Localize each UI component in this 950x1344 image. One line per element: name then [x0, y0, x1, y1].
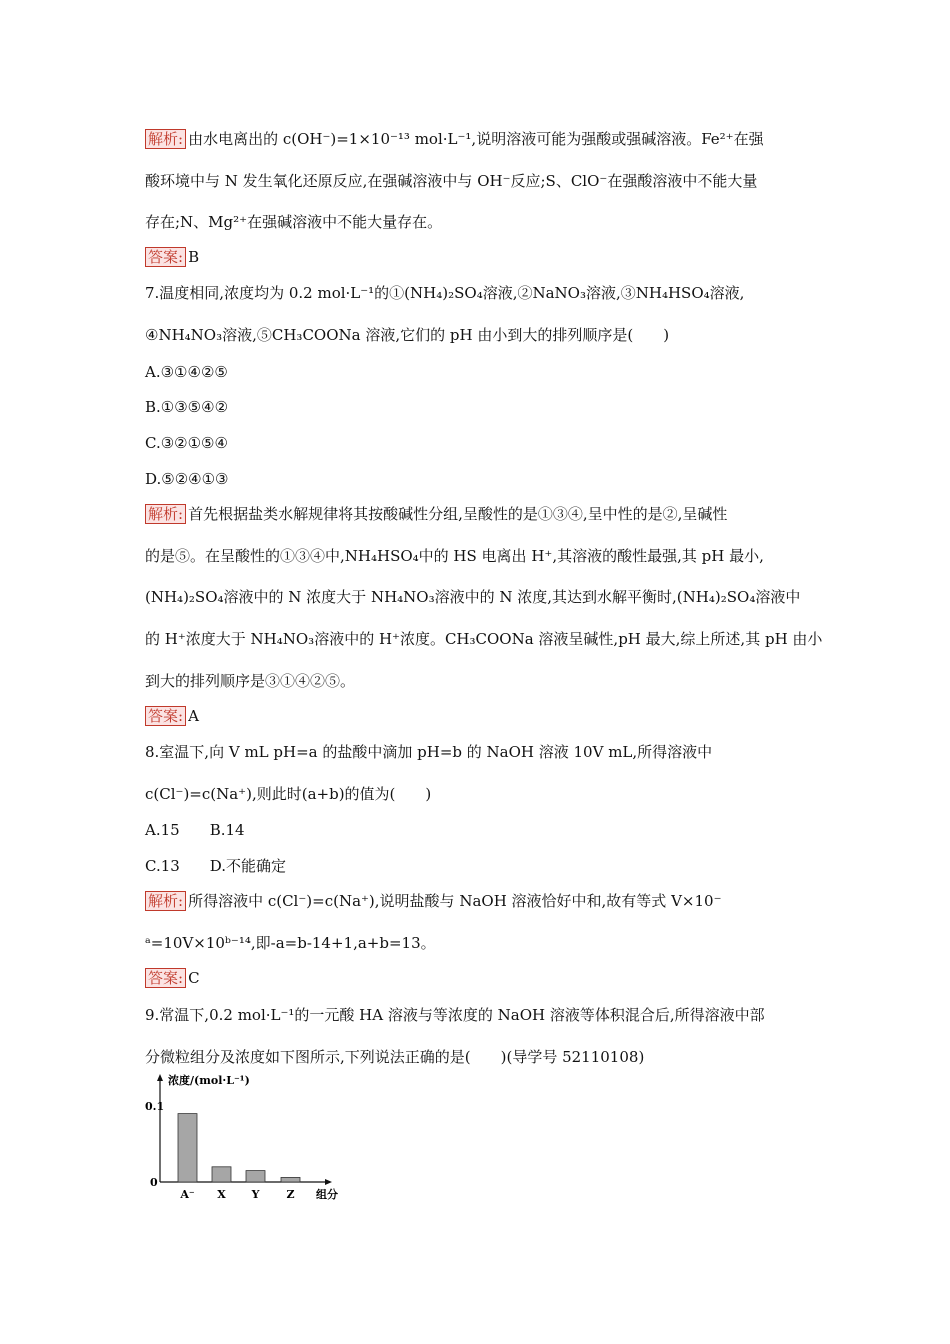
text-line: [145, 247, 199, 267]
concentration-bar-chart: [140, 1072, 350, 1207]
y-axis-label: 浓度/(mol·L⁻¹): [168, 1074, 250, 1087]
label-tag: 解析:: [145, 129, 186, 149]
line-text: 8.室温下,向 V mL pH=a 的盐酸中滴加 pH=b 的 NaOH 溶液 10V mL,所得溶液中: [145, 743, 713, 761]
x-axis-label: 组分: [316, 1188, 338, 1201]
y-tick-zero: 0: [150, 1176, 158, 1189]
line-text: B.①③⑤④②: [145, 398, 229, 416]
text-line: [145, 433, 228, 453]
line-text: 的 H⁺浓度大于 NH₄NO₃溶液中的 H⁺浓度。CH₃COONa 溶液呈碱性,pH 最大,综上所述,其 pH 由小: [145, 630, 823, 648]
text-line: [145, 587, 800, 607]
label-tag: 解析:: [145, 891, 186, 911]
text-line: [145, 706, 199, 726]
line-text: (NH₄)₂SO₄溶液中的 N 浓度大于 NH₄NO₃溶液中的 N 浓度,其达到水解平衡时,(NH₄)₂SO₄溶液中: [145, 588, 801, 606]
text-line: [145, 1005, 765, 1025]
line-text: 酸环境中与 N 发生氧化还原反应,在强碱溶液中与 OH⁻反应;S、ClO⁻在强酸溶液中不能大量: [145, 172, 758, 190]
text-line: [145, 784, 431, 804]
line-text: 由水电离出的 c(OH⁻)=1×10⁻¹³ mol·L⁻¹,说明溶液可能为强酸或强碱溶液。Fe²⁺在强: [188, 130, 764, 148]
line-text: 到大的排列顺序是③①④②⑤。: [145, 672, 356, 690]
text-line: [145, 820, 245, 840]
text-line: [145, 283, 744, 303]
text-line: [145, 968, 200, 988]
label-tag: 答案:: [145, 706, 186, 726]
line-text: 存在;N、Mg²⁺在强碱溶液中不能大量存在。: [145, 213, 443, 231]
x-axis-arrow: [325, 1179, 332, 1185]
line-text: A.③①④②⑤: [145, 363, 228, 381]
line-text: c(Cl⁻)=c(Na⁺),则此时(a+b)的值为( ): [145, 785, 432, 803]
line-text: C.③②①⑤④: [145, 434, 228, 452]
category-label: A⁻: [180, 1188, 195, 1201]
line-text: ᵃ=10V×10ᵇ⁻¹⁴,即-a=b-14+1,a+b=13。: [145, 934, 436, 952]
text-line: [145, 933, 436, 953]
bar: [212, 1167, 231, 1182]
text-line: [145, 171, 757, 191]
y-axis-arrow: [157, 1074, 163, 1081]
line-text: D.⑤②④①③: [145, 470, 229, 488]
line-text: 所得溶液中 c(Cl⁻)=c(Na⁺),说明盐酸与 NaOH 溶液恰好中和,故有等式 V×10⁻: [188, 892, 722, 910]
label-tag: 解析:: [145, 504, 186, 524]
text-line: [145, 212, 442, 232]
y-tick-top: 0.1: [145, 1100, 165, 1113]
text-line: [145, 1047, 644, 1067]
label-tag: 答案:: [145, 968, 186, 988]
text-line: [145, 504, 727, 524]
text-line: [145, 742, 712, 762]
line-text: 分微粒组分及浓度如下图所示,下列说法正确的是( )(导学号 52110108): [145, 1048, 645, 1066]
line-text: 9.常温下,0.2 mol·L⁻¹的一元酸 HA 溶液与等浓度的 NaOH 溶液等体积混合后,所得溶液中部: [145, 1006, 765, 1024]
line-text: B: [188, 248, 200, 266]
text-line: [145, 325, 669, 345]
line-text: C: [188, 969, 200, 987]
text-line: [145, 671, 355, 691]
line-text: C.13 D.不能确定: [145, 857, 287, 875]
text-line: [145, 546, 764, 566]
text-line: [145, 397, 228, 417]
category-label: Z: [286, 1188, 295, 1201]
bar: [281, 1177, 300, 1182]
line-text: ④NH₄NO₃溶液,⑤CH₃COONa 溶液,它们的 pH 由小到大的排列顺序是( ): [145, 326, 670, 344]
label-tag: 答案:: [145, 247, 186, 267]
bar: [178, 1114, 197, 1182]
category-label: X: [217, 1188, 226, 1201]
text-line: [145, 891, 721, 911]
line-text: 7.温度相同,浓度均为 0.2 mol·L⁻¹的①(NH₄)₂SO₄溶液,②NaNO₃溶液,③NH₄HSO₄溶液,: [145, 284, 745, 302]
text-line: [145, 129, 764, 149]
text-line: [145, 362, 228, 382]
bar: [246, 1171, 265, 1182]
line-text: A: [188, 707, 199, 725]
line-text: A.15 B.14: [145, 821, 245, 839]
category-label: Y: [251, 1188, 260, 1201]
text-line: [145, 629, 822, 649]
line-text: 的是⑤。在呈酸性的①③④中,NH₄HSO₄中的 HS 电离出 H⁺,其溶液的酸性最强,其 pH 最小,: [145, 547, 764, 565]
line-text: 首先根据盐类水解规律将其按酸碱性分组,呈酸性的是①③④,呈中性的是②,呈碱性: [188, 505, 728, 523]
text-line: [145, 469, 229, 489]
text-line: [145, 856, 286, 876]
